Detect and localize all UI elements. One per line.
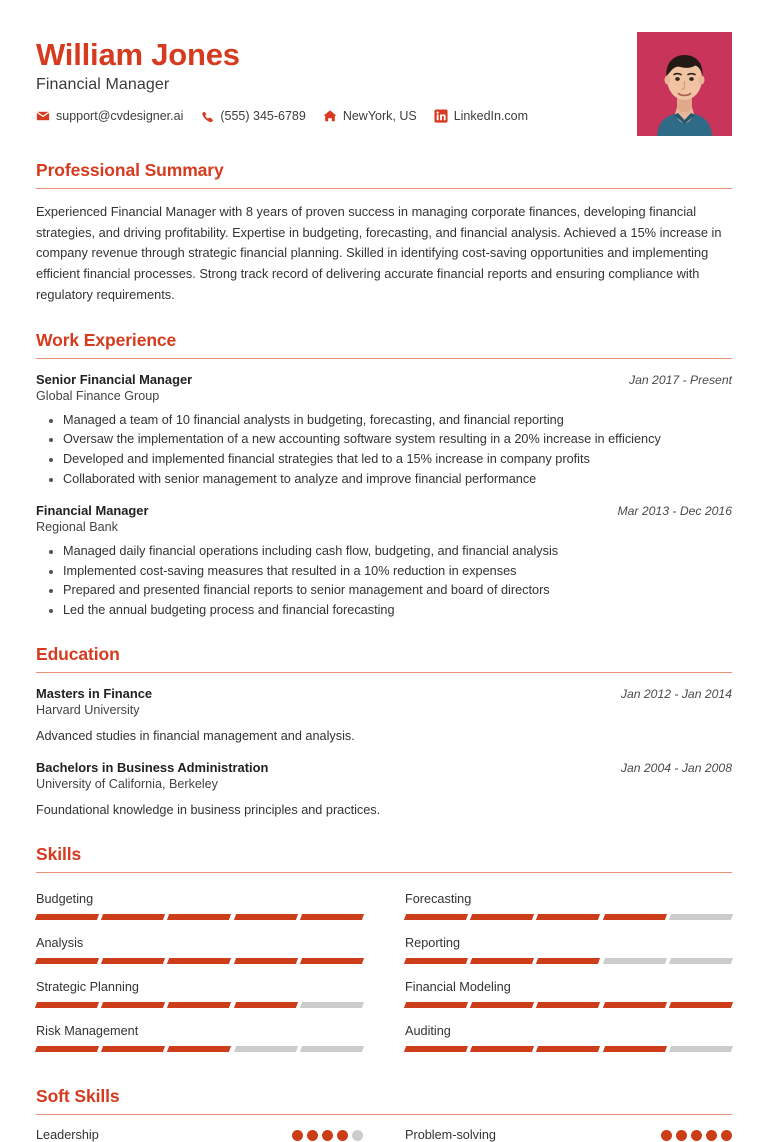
education-description: Advanced studies in financial management and analysis. xyxy=(36,728,355,743)
skill-level-bar xyxy=(36,1002,363,1008)
skill-segment xyxy=(404,914,468,920)
skill-segment xyxy=(603,1002,667,1008)
header-text-block xyxy=(36,32,528,123)
skill-segment xyxy=(234,1002,298,1008)
summary-text: Experienced Financial Manager with 8 years of proven success in managing corporate finances, developing financial strategies, and driving profitability. Expertise in budgeting, forecasting, and financial analysis. Achieved a 15% increase in company revenue through strategic financial planning. Skilled in identifying cost-saving opportunities and implementing efficient financial processes. Strong track record of delivering accurate financial reports and ensuring compliance with regulatory requirements. xyxy=(36,204,722,302)
skill-segment xyxy=(167,958,231,964)
contact-email[interactable] xyxy=(36,109,183,123)
contact-linkedin-text: LinkedIn.com xyxy=(453,109,529,124)
home-icon xyxy=(323,109,337,123)
skill-segment xyxy=(300,958,364,964)
work-role: Senior Financial Manager xyxy=(36,371,193,387)
skill-segment xyxy=(470,958,534,964)
skill-level-bar xyxy=(405,1046,732,1052)
education-date: Jan 2012 - Jan 2014 xyxy=(620,686,732,701)
soft-skill-item xyxy=(405,1128,732,1142)
skill-item xyxy=(405,974,732,1018)
work-bullet: • Led the annual budgeting process and financial forecasting xyxy=(63,601,732,620)
skill-name: Auditing xyxy=(405,1024,451,1039)
skill-segment xyxy=(101,958,165,964)
work-date: Mar 2013 - Dec 2016 xyxy=(617,503,732,518)
skill-segment xyxy=(603,958,667,964)
skill-level-bar xyxy=(405,914,732,920)
soft-skill-item xyxy=(36,1128,363,1142)
skill-segment xyxy=(234,914,298,920)
section-divider xyxy=(36,1114,732,1115)
soft-skills-grid xyxy=(36,1128,732,1142)
contact-email-text: support@cvdesigner.ai xyxy=(56,109,184,124)
education-degree: Bachelors in Business Administration xyxy=(36,760,269,776)
avatar xyxy=(637,32,732,136)
candidate-job-title: Financial Manager xyxy=(36,76,170,94)
phone-icon xyxy=(200,109,214,123)
soft-skill-dot xyxy=(691,1130,702,1141)
skill-segment xyxy=(536,914,600,920)
section-soft-skills xyxy=(36,1086,732,1142)
linkedin-icon xyxy=(434,109,448,123)
section-education xyxy=(36,644,732,820)
skill-segment xyxy=(669,1046,733,1052)
skill-segment xyxy=(35,1046,99,1052)
skill-name: Budgeting xyxy=(36,892,94,907)
soft-skill-dot xyxy=(292,1130,303,1141)
soft-skill-dot xyxy=(307,1130,318,1141)
soft-skill-rating xyxy=(292,1130,363,1141)
contact-linkedin[interactable] xyxy=(434,109,528,123)
work-bullet: • Developed and implemented financial strategies that led to a 15% increase in company profits xyxy=(63,450,732,469)
skill-segment xyxy=(101,914,165,920)
skill-segment xyxy=(234,1046,298,1052)
education-entry xyxy=(36,760,732,820)
work-entry xyxy=(36,372,732,489)
skill-name: Reporting xyxy=(405,936,461,951)
section-title-summary: Professional Summary xyxy=(36,160,224,180)
contact-row xyxy=(36,109,528,123)
skill-segment xyxy=(234,958,298,964)
resume-header xyxy=(36,32,732,136)
soft-skill-dot xyxy=(661,1130,672,1141)
skill-segment xyxy=(536,958,600,964)
education-degree: Masters in Finance xyxy=(36,685,153,701)
section-divider xyxy=(36,872,732,873)
section-professional-summary xyxy=(36,160,732,306)
section-divider xyxy=(36,188,732,189)
section-divider xyxy=(36,358,732,359)
skill-item xyxy=(405,886,732,930)
skill-name: Financial Modeling xyxy=(405,980,511,995)
section-skills xyxy=(36,844,732,1062)
skill-segment xyxy=(470,1002,534,1008)
candidate-name: William Jones xyxy=(36,37,240,72)
work-date: Jan 2017 - Present xyxy=(629,372,732,387)
soft-skill-dot xyxy=(337,1130,348,1141)
skill-segment xyxy=(603,914,667,920)
skill-segment xyxy=(669,1002,733,1008)
work-bullet: • Collaborated with senior management to analyze and improve financial performance xyxy=(63,470,732,489)
education-entry xyxy=(36,686,732,746)
skill-segment xyxy=(536,1002,600,1008)
work-bullet: • Oversaw the implementation of a new accounting software system resulting in a 20% increase in efficiency xyxy=(63,430,732,449)
skill-segment xyxy=(300,1046,364,1052)
envelope-icon xyxy=(36,109,50,123)
education-date: Jan 2004 - Jan 2008 xyxy=(620,761,732,776)
work-bullets xyxy=(36,411,732,489)
skill-name: Strategic Planning xyxy=(36,980,139,995)
education-school: University of California, Berkeley xyxy=(36,777,218,792)
work-bullets xyxy=(36,542,732,620)
skill-level-bar xyxy=(36,958,363,964)
work-role: Financial Manager xyxy=(36,502,149,518)
skill-item xyxy=(36,886,363,930)
section-title-work: Work Experience xyxy=(36,329,177,350)
soft-skill-name: Leadership xyxy=(36,1128,99,1142)
work-entry xyxy=(36,503,732,620)
skill-segment xyxy=(35,914,99,920)
soft-skill-dot xyxy=(706,1130,717,1141)
avatar-illustration xyxy=(637,32,732,136)
work-organization: Global Finance Group xyxy=(36,388,160,403)
work-organization: Regional Bank xyxy=(36,519,118,534)
skill-item xyxy=(36,974,363,1018)
skill-name: Analysis xyxy=(36,936,84,951)
soft-skill-rating xyxy=(661,1130,732,1141)
section-title-skills: Skills xyxy=(36,844,82,865)
skill-level-bar xyxy=(36,1046,363,1052)
soft-skill-dot xyxy=(721,1130,732,1141)
skill-item xyxy=(36,930,363,974)
skill-item xyxy=(405,930,732,974)
skill-segment xyxy=(167,1046,231,1052)
section-title-education: Education xyxy=(36,643,120,664)
skill-level-bar xyxy=(36,914,363,920)
contact-phone[interactable] xyxy=(200,109,305,123)
section-title-soft-skills: Soft Skills xyxy=(36,1086,120,1107)
contact-location-text: NewYork, US xyxy=(342,109,417,124)
skill-segment xyxy=(404,1002,468,1008)
skill-segment xyxy=(300,1002,364,1008)
skill-segment xyxy=(404,1046,468,1052)
skill-segment xyxy=(101,1046,165,1052)
work-bullet: • Implemented cost-saving measures that resulted in a 10% reduction in expenses xyxy=(63,562,732,581)
soft-skill-dot xyxy=(322,1130,333,1141)
skill-segment xyxy=(35,1002,99,1008)
skill-item xyxy=(405,1018,732,1062)
section-divider xyxy=(36,672,732,673)
soft-skill-name: Problem-solving xyxy=(405,1128,496,1142)
skill-name: Forecasting xyxy=(405,892,472,907)
skill-segment xyxy=(300,914,364,920)
skill-segment xyxy=(35,958,99,964)
contact-phone-text: (555) 345-6789 xyxy=(220,109,306,124)
contact-location[interactable] xyxy=(323,109,417,123)
skill-segment xyxy=(101,1002,165,1008)
skill-segment xyxy=(404,958,468,964)
work-bullet: • Prepared and presented financial reports to senior management and board of directors xyxy=(63,581,732,600)
skill-segment xyxy=(470,914,534,920)
work-bullet: • Managed a team of 10 financial analysts in budgeting, forecasting, and financial reporting xyxy=(63,411,732,430)
skill-item xyxy=(36,1018,363,1062)
soft-skill-dot xyxy=(352,1130,363,1141)
section-work-experience xyxy=(36,330,732,620)
skill-level-bar xyxy=(405,958,732,964)
soft-skill-dot xyxy=(676,1130,687,1141)
skill-level-bar xyxy=(405,1002,732,1008)
skill-segment xyxy=(167,914,231,920)
education-description: Foundational knowledge in business principles and practices. xyxy=(36,803,381,818)
skill-segment xyxy=(470,1046,534,1052)
skill-segment xyxy=(669,958,733,964)
education-school: Harvard University xyxy=(36,702,140,717)
skill-segment xyxy=(536,1046,600,1052)
work-bullet: • Managed daily financial operations including cash flow, budgeting, and financial analysis xyxy=(63,542,732,561)
skills-grid xyxy=(36,886,732,1062)
skill-segment xyxy=(603,1046,667,1052)
skill-segment xyxy=(669,914,733,920)
skill-segment xyxy=(167,1002,231,1008)
skill-name: Risk Management xyxy=(36,1024,139,1039)
